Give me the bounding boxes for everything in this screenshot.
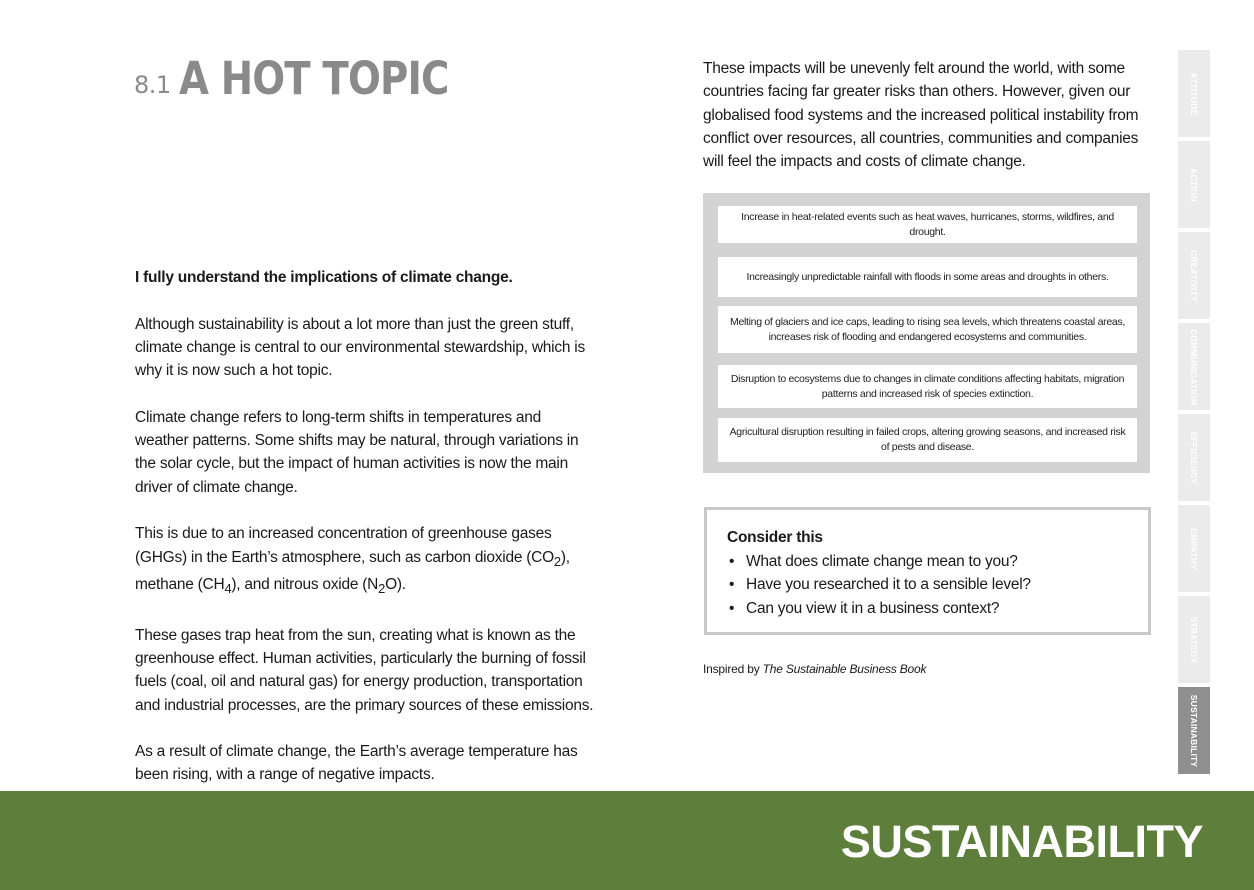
paragraph-ghg xyxy=(135,522,595,600)
impact-item: Increasingly unpredictable rainfall with floods in some areas and droughts in others. xyxy=(718,257,1137,297)
left-body-column xyxy=(135,266,595,810)
credit-prefix: Inspired by xyxy=(703,662,763,676)
side-tab-efficiency[interactable] xyxy=(1178,414,1210,501)
footer-title: SUSTAINABILITY xyxy=(840,816,1203,867)
side-tab-empathy[interactable] xyxy=(1178,505,1210,592)
section-name: A HOT TOPIC xyxy=(178,52,449,105)
n2o-subscript: 2 xyxy=(378,581,386,597)
side-tab-communication[interactable] xyxy=(1178,323,1210,410)
consider-list xyxy=(727,550,1128,621)
consider-title: Consider this xyxy=(727,529,823,546)
consider-item: • Have you researched it to a sensible level? xyxy=(727,573,1128,597)
paragraph-definition: Climate change refers to long-term shifts in temperatures and weather patterns. Some shifts may be natural, through variations in the solar cycle, but the impact of human activities is now the main driver of climate change. xyxy=(135,408,579,496)
side-tab-label: COMMUNICATION xyxy=(1189,328,1199,405)
impacts-intro: These impacts will be unevenly felt around the world, with some countries facing far greater risks than others. However, given our globalised food systems and the increased political instability from conflict over resources, all countries, communities and companies will feel the impacts and costs of climate change. xyxy=(703,60,1139,171)
side-tab-strategy[interactable] xyxy=(1178,596,1210,683)
paragraph-stewardship: Although sustainability is about a lot more than just the green stuff, climate change is central to our environmental stewardship, which is why it is now such a hot topic. xyxy=(135,315,585,380)
page-title xyxy=(134,52,492,105)
source-credit xyxy=(703,662,926,676)
side-tab-sustainability[interactable] xyxy=(1178,687,1210,774)
side-tab-label: SUSTAINABILITY xyxy=(1189,694,1199,767)
paragraph-temperature-rise: As a result of climate change, the Earth’s average temperature has been rising, with a range of negative impacts. xyxy=(135,743,578,784)
side-tab-label: ATTITUDE xyxy=(1189,72,1199,115)
ch4-subscript: 4 xyxy=(224,581,232,597)
consider-item: • What does climate change mean to you? xyxy=(727,550,1128,574)
credit-book-title: The Sustainable Business Book xyxy=(762,662,927,676)
side-tab-label: CREATIVITY xyxy=(1189,249,1199,302)
side-tab-attitude[interactable] xyxy=(1178,50,1210,137)
side-tab-label: EFFICIENCY xyxy=(1189,431,1199,484)
side-tab-creativity[interactable] xyxy=(1178,232,1210,319)
section-number: 8.1 xyxy=(134,71,171,99)
impacts-panel xyxy=(703,193,1150,473)
ghg-text-3: ), and nitrous oxide (N xyxy=(231,575,379,593)
impact-item: Melting of glaciers and ice caps, leading to rising sea levels, which threatens coastal areas, increases risk of flooding and endangered ecosystems and communities. xyxy=(718,306,1137,353)
side-tab-action[interactable] xyxy=(1178,141,1210,228)
impact-item: Agricultural disruption resulting in failed crops, altering growing seasons, and increased risk of pests and disease. xyxy=(718,418,1137,462)
impact-item: Increase in heat-related events such as heat waves, hurricanes, storms, wildfires, and drought. xyxy=(718,206,1137,243)
co2-subscript: 2 xyxy=(553,553,561,569)
side-tab-label: ACTION xyxy=(1189,167,1199,202)
consider-this-box xyxy=(704,507,1151,635)
ghg-text-4: O). xyxy=(385,575,406,593)
side-tab-label: EMPATHY xyxy=(1189,527,1199,570)
lead-statement: I fully understand the implications of climate change. xyxy=(135,269,513,286)
ghg-text-2: ), methane (CH xyxy=(135,548,570,593)
consider-item: • Can you view it in a business context? xyxy=(727,597,1128,621)
footer-band xyxy=(0,791,1254,890)
paragraph-greenhouse-effect: These gases trap heat from the sun, creating what is known as the greenhouse effect. Human activities, particularly the burning of fossil fuels (coal, oil and natural gas) for energy production, transportation and industrial processes, are the primary sources of these emissions. xyxy=(135,626,594,714)
ghg-text-1: This is due to an increased concentration of greenhouse gases (GHGs) in the Earth’s atmosphere, such as carbon dioxide (CO xyxy=(135,525,554,566)
side-tab-label: STRATEGY xyxy=(1189,615,1199,664)
impact-item: Disruption to ecosystems due to changes in climate conditions affecting habitats, migration patterns and increased risk of species extinction. xyxy=(718,365,1137,408)
